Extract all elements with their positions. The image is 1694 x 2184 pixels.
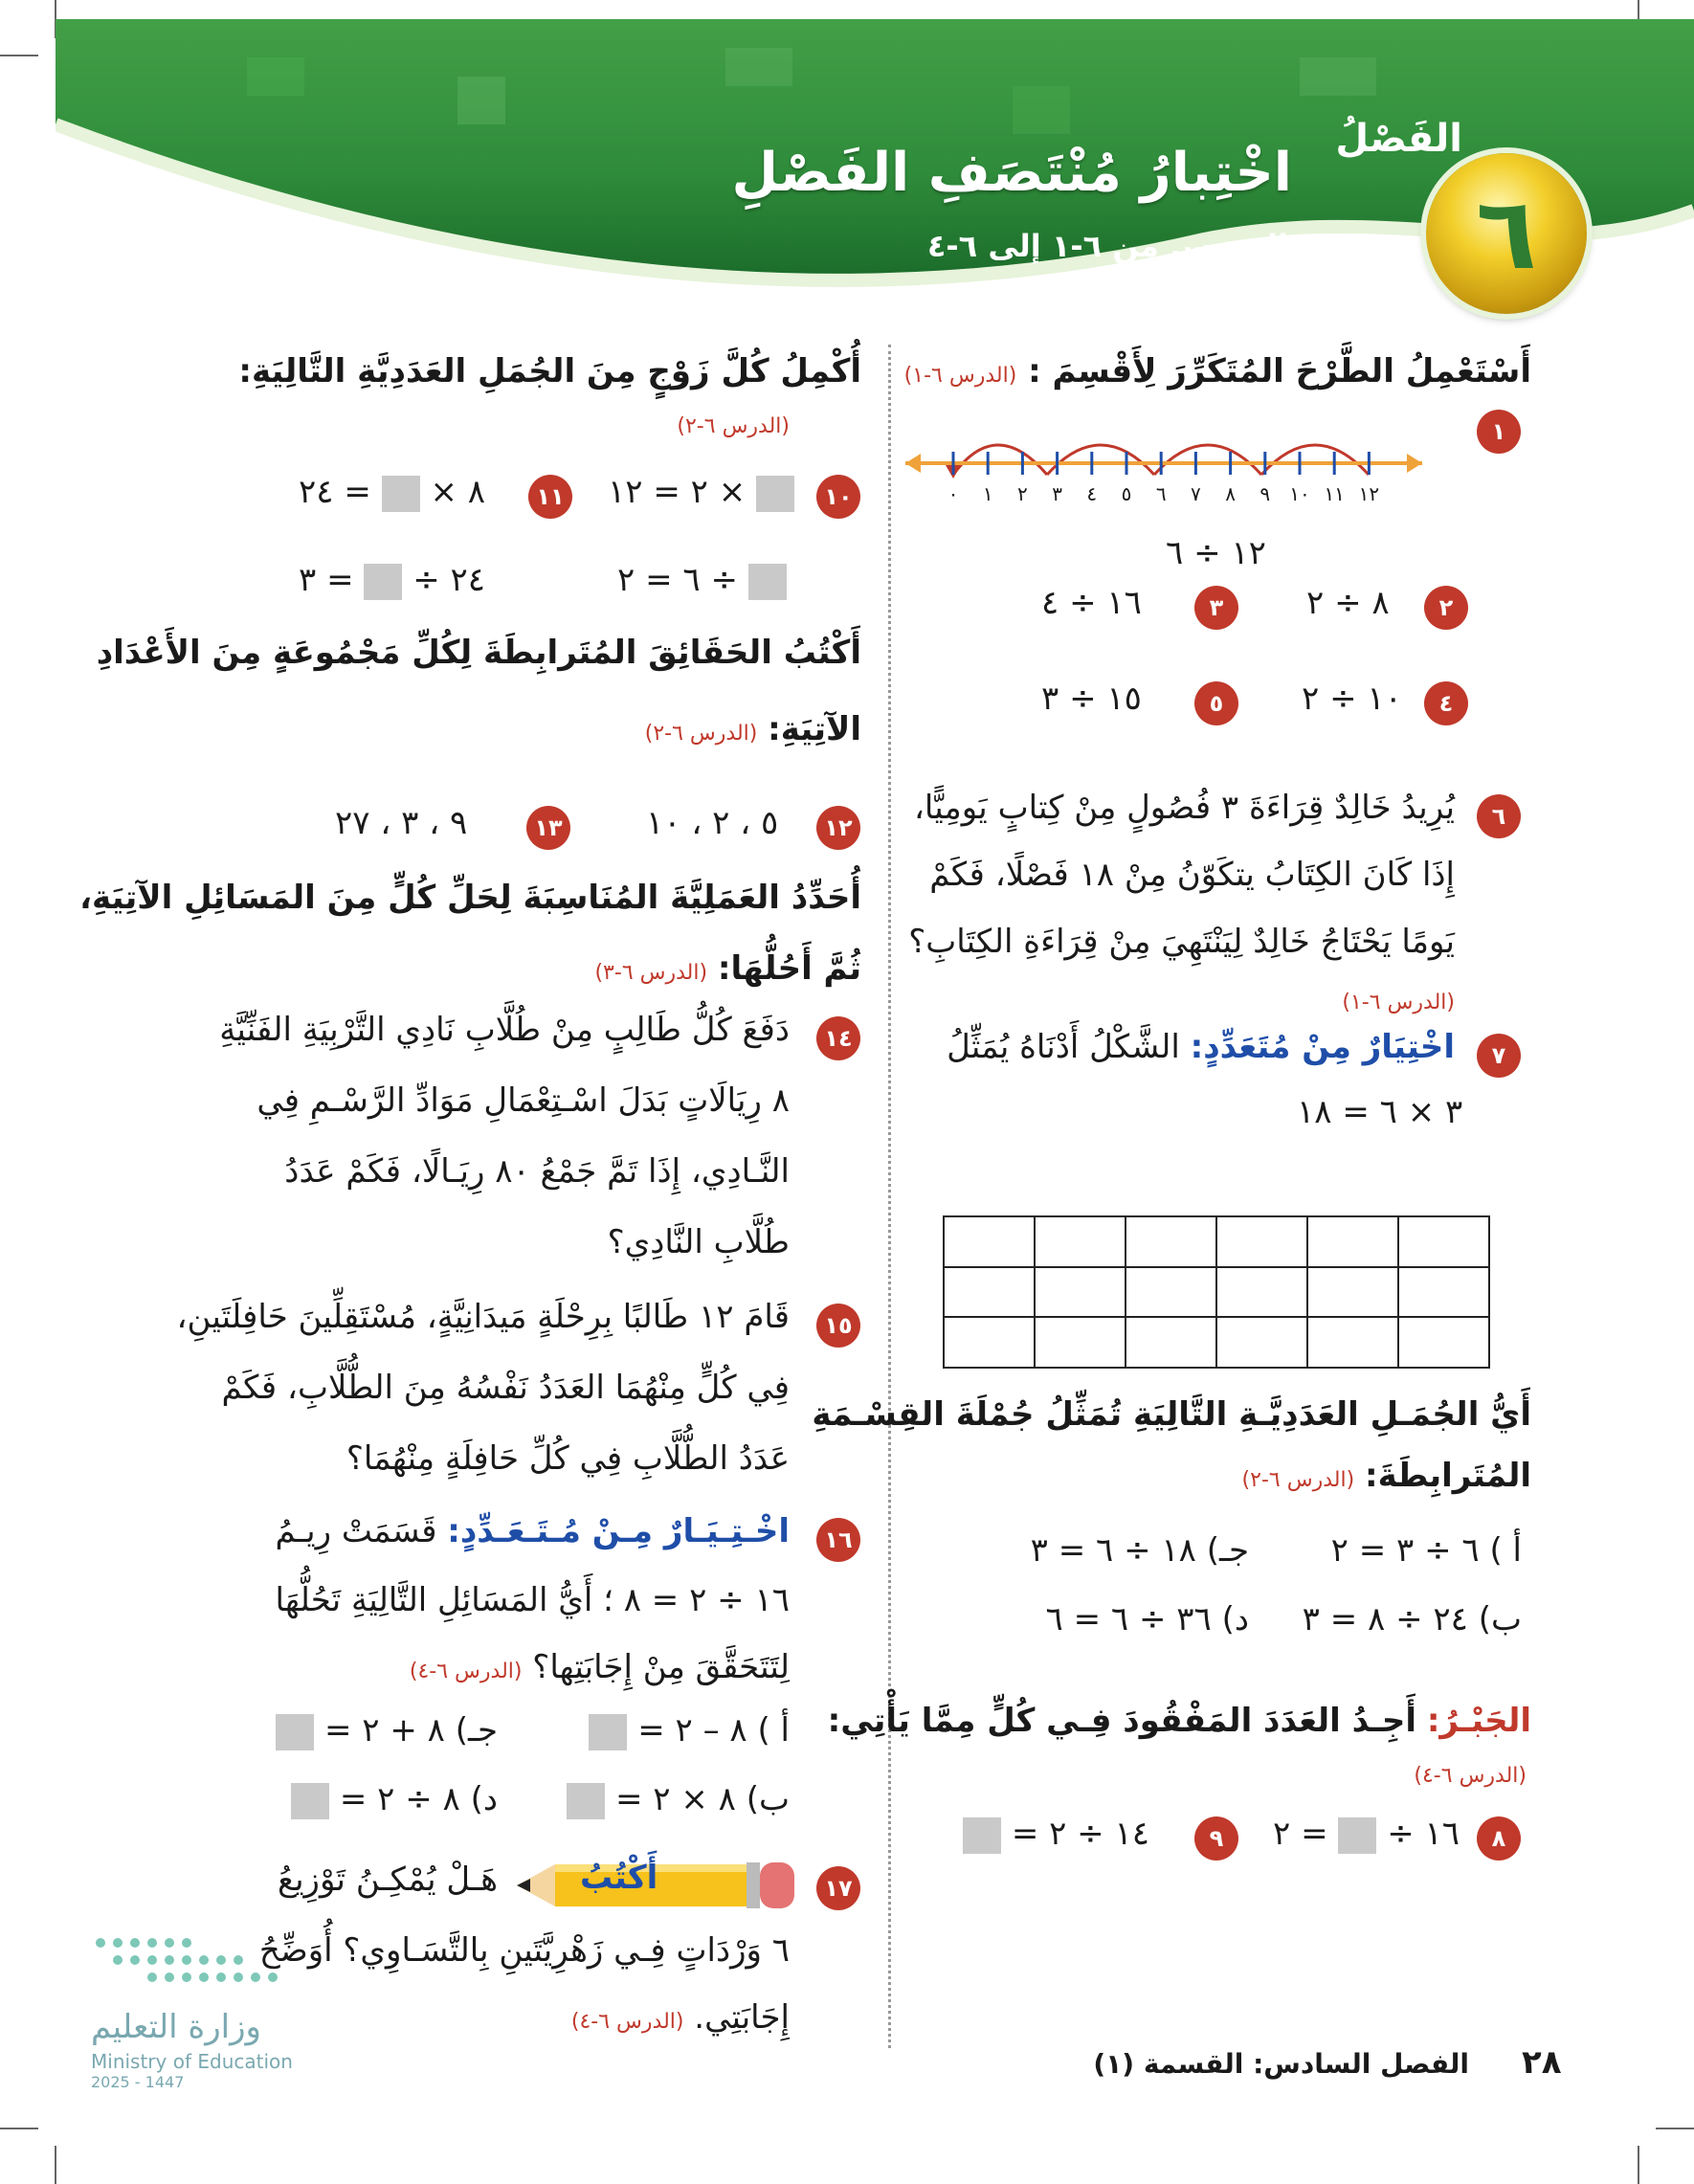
algebra-instruction: الجَبْـرُ: أَجِـدُ العَدَدَ المَفْقُودَ فِـي كُلٍّ مِمَّا يَأْتِي: (827, 1702, 1531, 1740)
crop-mark (0, 2128, 38, 2129)
question-number: ١٧ (816, 1866, 860, 1910)
question-number: ٣ (1194, 586, 1238, 630)
q7-question-2: المُتَرابِطَةَ: (الدرس ٦-٢) (1241, 1457, 1531, 1495)
q3-expression: ١٦ ÷ ٤ (1041, 584, 1142, 622)
question-number: ٢ (1424, 586, 1468, 630)
page-number: ٢٨ (1522, 2043, 1562, 2082)
question-number: ١١ (528, 475, 572, 519)
crop-mark (0, 55, 38, 56)
q7-prompt: اخْتِيَارٌ مِنْ مُتَعَدِّدٍ: الشَّكْلُ أَدْنَاهُ يُمَثِّلُ (947, 1028, 1455, 1066)
logo-arabic-text: وزارة التعليم (91, 2008, 261, 2046)
number-line-label: ٦ (1155, 482, 1167, 505)
number-line-label: ١٠ (1289, 482, 1310, 505)
q14-line-4: طُلَّابِ النَّادِي؟ (607, 1223, 790, 1261)
number-line-label: ١ (982, 482, 993, 505)
number-line-label: ١٢ (1358, 482, 1380, 505)
question-number: ١٣ (526, 806, 570, 850)
complete-pairs-instruction: أُكْمِلُ كُلَّ زَوْجٍ مِنَ الجُمَلِ العَدَدِيَّةِ التَّالِيَةِ: (238, 352, 861, 390)
chapter-label: الفَصْلُ (1335, 117, 1462, 161)
q1-expression: ١٢ ÷ ٦ (1166, 534, 1266, 572)
q9-expression: ١٤ ÷ ٢ = (963, 1813, 1149, 1855)
logo-year-text: 2025 - 1447 (91, 2073, 185, 2091)
answer-box (291, 1783, 329, 1819)
page-title: اخْتِبارُ مُنْتَصَفِ الفَصْلِ (731, 142, 1292, 204)
q15-line-3: عَدَدُ الطُّلَّابِ فِي كُلِّ حَافِلَةٍ مِنْهُمَا؟ (345, 1439, 790, 1478)
choice-c[interactable]: جـ) ١٨ ÷ ٦ = ٣ (1030, 1531, 1249, 1570)
operation-instruction: أُحَدِّدُ العَمَلِيَّةَ المُنَاسِبَةَ لِحَلِّ كُلٍّ مِنَ المَسَائِلِ الآتِيَةِ، (79, 879, 861, 917)
q16-line-3: لِتَتَحَقَّقَ مِنْ إِجَابَتِها؟ (الدرس ٦-٤) (409, 1648, 790, 1686)
question-number: ١ (1477, 410, 1521, 454)
choice-b[interactable]: ب) ٢٤ ÷ ٨ = ٣ (1302, 1600, 1522, 1638)
answer-box (589, 1714, 627, 1750)
q17-line-3: إِجَابَتِي. (الدرس ٦-٤) (570, 1998, 790, 2037)
question-number: ١٦ (816, 1518, 860, 1562)
operation-instruction-2: ثُمَّ أَحُلُّهَا: (الدرس ٦-٣) (594, 949, 861, 988)
choice-d[interactable]: د) ٣٦ ÷ ٦ = ٦ (1045, 1600, 1249, 1638)
question-number: ٥ (1194, 681, 1238, 725)
q16-line-2: ١٦ ÷ ٢ = ٨ ؛ أَيُّ المَسَائِلِ التَّالِيَةِ تَحُلُّهَا (275, 1581, 790, 1619)
question-number: ٤ (1424, 681, 1468, 725)
answer-box (567, 1783, 605, 1819)
q13-expression: ٩ ، ٣ ، ٢٧ (335, 804, 468, 842)
answer-box[interactable] (963, 1817, 1001, 1854)
q15-line-2: فِي كُلٍّ مِنْهُمَا العَدَدُ نَفْسُهُ مِنَ الطُّلَّابِ، فَكَمْ (221, 1369, 790, 1407)
q16-choice-d[interactable]: د) ٨ ÷ ٢ = (291, 1778, 498, 1820)
repeated-subtraction-instruction: أَسْتَعْمِلُ الطَّرْحَ المُتَكَرِّرَ لِأَقْسِمَ : (الدرس ٦-١) (903, 352, 1531, 390)
answer-box[interactable] (1338, 1817, 1376, 1854)
question-number: ١٠ (816, 475, 860, 519)
q2-expression: ٨ ÷ ٢ (1306, 584, 1390, 622)
complete-pairs-lesson: (الدرس ٦-٢) (677, 414, 790, 438)
crop-mark (1638, 2146, 1639, 2184)
q12-expression: ٥ ، ٢ ، ١٠ (646, 804, 779, 842)
array-grid (943, 1215, 1490, 1369)
crop-mark (1656, 2128, 1694, 2129)
answer-box[interactable] (382, 476, 420, 512)
question-number: ٧ (1477, 1034, 1521, 1078)
q17-line-1: هَـلْ يُمْكِـنُ تَوْزِيعُ (278, 1861, 498, 1899)
dots-logo-icon (91, 1924, 311, 2010)
question-number: ٦ (1477, 794, 1521, 838)
ministry-logo (91, 1924, 311, 2091)
q11-a: ٨ × = ٢٤ (299, 473, 486, 511)
logo-english-text: Ministry of Education (91, 2050, 293, 2073)
number-line-label: ٤ (1086, 482, 1098, 505)
algebra-lesson: (الدرس ٦-٤) (1414, 1764, 1527, 1788)
question-number: ١٥ (816, 1304, 860, 1348)
q16-choice-a[interactable]: أ ) ٨ – ٢ = (589, 1709, 790, 1751)
q15-line-1: قَامَ ١٢ طَالبًا بِرِحْلَةٍ مَيدَانِيَّةٍ، مُسْتَقِلِّينَ حَافِلَتَينِ، (176, 1298, 790, 1336)
question-number: ١٤ (816, 1016, 860, 1060)
number-line-label: ١١ (1324, 482, 1345, 505)
number-line-label: ٩ (1259, 482, 1271, 505)
number-line-label: ٨ (1225, 482, 1236, 505)
number-line-label: ٧ (1191, 482, 1201, 505)
number-line-label: ٣ (1052, 482, 1062, 505)
q6-line-2: إِذَا كَانَ الكِتَابُ يتكَوّنُ مِنْ ١٨ فَصْلًا، فَكَمْ (929, 856, 1455, 894)
q10-b: ÷ ٦ = ٢ (617, 559, 787, 601)
write-label: أَكْتُبُ (580, 1859, 658, 1897)
q5-expression: ١٥ ÷ ٣ (1041, 680, 1142, 718)
q14-line-3: النَّـادِي، إِذَا تَمَّ جَمْعُ ٨٠ رِيَـالًا، فَكَمْ عَدَدُ (284, 1152, 790, 1191)
choice-a[interactable]: أ ) ٦ ÷ ٣ = ٢ (1330, 1531, 1522, 1570)
question-number: ٨ (1477, 1816, 1521, 1861)
column-divider (888, 345, 891, 2048)
q8-expression: ١٦ ÷ = ٢ (1273, 1815, 1460, 1853)
chapter-number: ٦ (1476, 175, 1537, 292)
q16-choice-c[interactable]: جـ) ٨ + ٢ = (276, 1709, 498, 1751)
q7-expression: ٣ × ٦ = ١٨ (1297, 1093, 1463, 1131)
chapter-number-badge (1426, 153, 1587, 314)
q14-line-1: دَفَعَ كُلُّ طَالِبٍ مِنْ طُلَّابِ نَادِي التَّرْبِيَةِ الفَنِّيَّةِ (219, 1011, 790, 1049)
related-facts-instruction-2: الآتِيَةِ: (الدرس ٦-٢) (644, 710, 861, 748)
related-facts-instruction: أَكْتُبُ الحَقَائِقَ المُتَرابِطَةَ لِكُلِّ مَجْمُوعَةٍ مِنَ الأَعْدَادِ (96, 634, 861, 672)
answer-box (276, 1714, 314, 1750)
q14-line-2: ٨ رِيَالَاتٍ بَدَلَ اسْـتِعْمَالِ مَوَادِّ الرَّسْـمِ فِي (256, 1081, 790, 1120)
q4-expression: ١٠ ÷ ٢ (1302, 680, 1402, 718)
answer-box[interactable] (756, 476, 794, 512)
answer-box[interactable] (748, 564, 787, 600)
number-line-label: ٥ (1121, 482, 1132, 505)
q16-prompt: اخْـتِـيَـارٌ مِـنْ مُـتَـعَـدِّدٍ: قَسَمَتْ رِيـمُ (275, 1512, 790, 1550)
footer-chapter-title: الفصل السادس: القسمة (١) (1093, 2048, 1469, 2080)
number-line-label: ٢ (1017, 482, 1028, 505)
pencil-icon (517, 1847, 804, 1924)
q7-question: أَيُّ الجُمَـلِ العَدَدِيَّـةِ التَّالِيَةِ تُمَثِّلُ جُمْلَةَ القِسْـمَةِ (812, 1395, 1531, 1434)
q16-choice-b[interactable]: ب) ٨ × ٢ = (567, 1778, 790, 1820)
question-number: ٩ (1194, 1816, 1238, 1861)
q6-line-1: يُرِيدُ خَالِدٌ قِرَاءَةَ ٣ فُصُولٍ مِنْ كِتابٍ يَومِيًّا، (913, 789, 1455, 827)
page-subtitle: الدروس من ٦-١ إلى ٦-٤ (926, 228, 1288, 264)
q6-lesson: (الدرس ٦-١) (1342, 991, 1455, 1014)
number-line-label: ٠ (947, 482, 959, 505)
question-number: ١٢ (816, 806, 860, 850)
q11-b: ٢٤ ÷ = ٣ (299, 561, 486, 599)
crop-mark (55, 2146, 56, 2184)
q10-a: × ٢ = ١٢ (608, 471, 794, 513)
answer-box[interactable] (364, 564, 402, 600)
q17-line-2: ٦ وَرْدَاتٍ فِـي زَهْرِيَّتَينِ بِالتَّسَـاوِي؟ أُوَضِّحُ (258, 1931, 790, 1970)
q6-line-3: يَومًا يَحْتَاجُ خَالِدٌ لِيَنْتَهِيَ مِنْ قِرَاءَةِ الكِتَابِ؟ (908, 923, 1455, 961)
